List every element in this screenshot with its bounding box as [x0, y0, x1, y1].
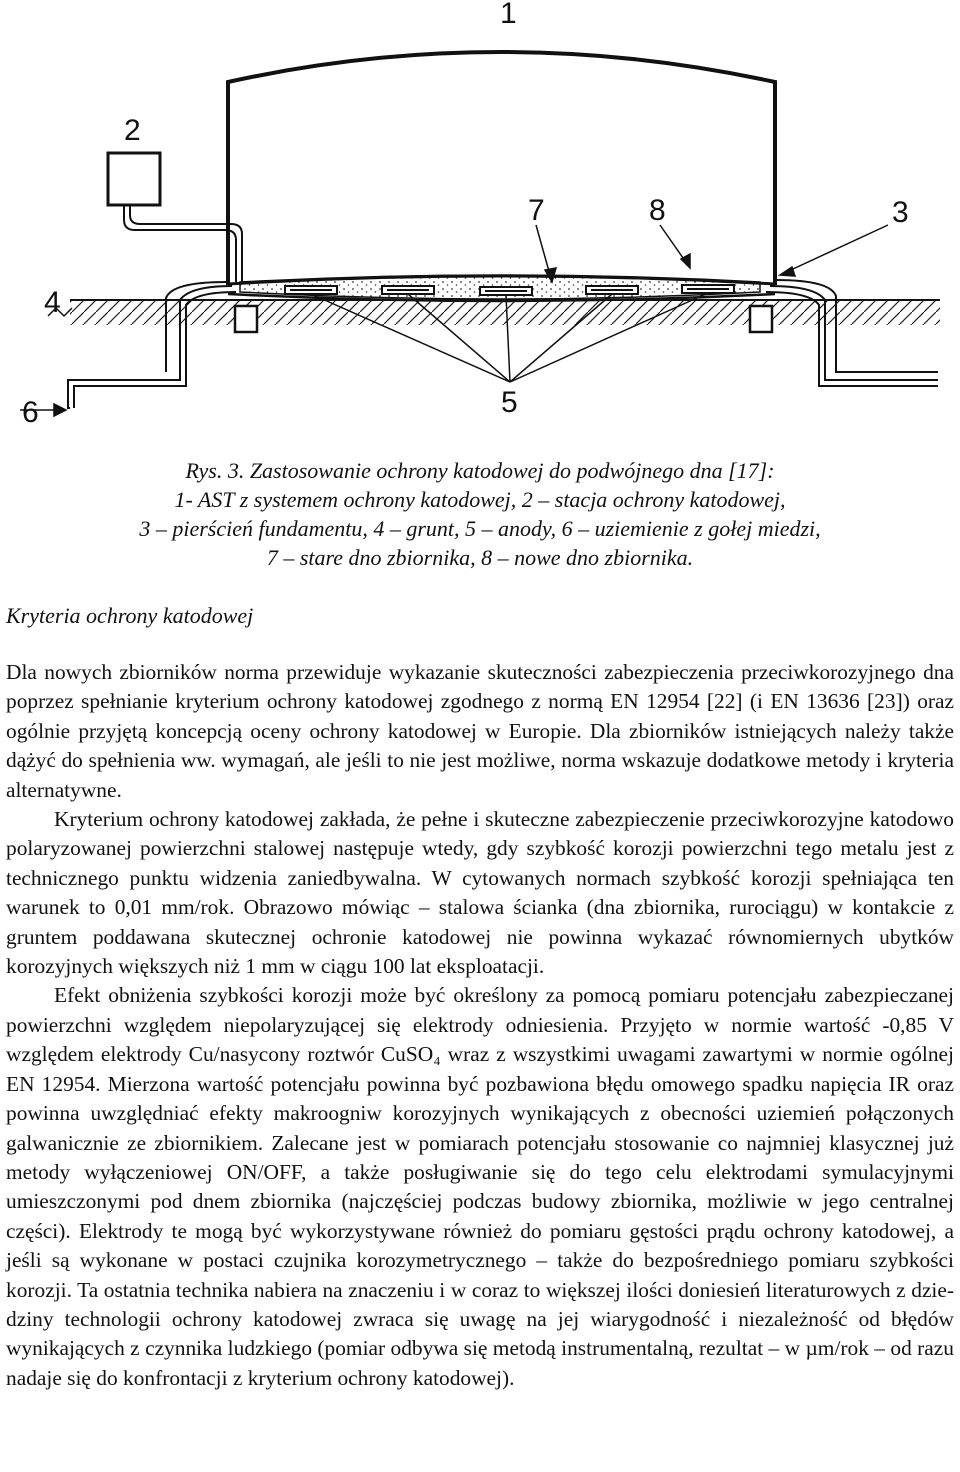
callout-4: 4 — [44, 286, 61, 319]
foundation-ring-right — [750, 306, 772, 332]
figure-caption — [40, 456, 920, 572]
paragraph: Kryterium ochrony katodowej zakłada, że pełne i skuteczne zabezpieczenie przeciwkorozyjne katodowo polaryzowanej powierzchni stalowej następuje wtedy, gdy szybkość korozji powierzchni tego metalu jest z technicznego punktu widzenia zaniedbywalna. W cytowanych normach szybkość korozji spełniająca ten warunek to 0,01 mm/rok. Obrazowo mówiąc – stalowa ścianka (dna zbiornika, rurociągu) w kontakcie z gruntem poddawana skutecznej ochronie katodowej nie powinna wykazać równomiernych ubytków korozyjnych większych niż 1 mm w ciągu 100 lat eksploatacji. — [6, 807, 954, 979]
caption-line: Rys. 3. Zastosowanie ochrony katodowej do podwójnego dna [17]: — [185, 458, 775, 483]
paragraph: Dla nowych zbiorników norma przewiduje wykazanie skuteczności zabezpieczenia przeciwkorozyjnego dna poprzez spełnianie kryterium ochrony katodowej zgodnego z normą EN 12954 [22] (i EN 13636 [23]) oraz ogólnie przyjętą koncepcją oceny ochrony katodowej w Europie. Dla zbiorników istniejących należy także dążyć do spełnienia ww. wymagań, ale jeśli to nie jest możliwe, norma wskazuje dodatkowe metody i kryteria alternatywne. — [6, 660, 954, 802]
callout-1: 1 — [500, 0, 517, 30]
cathodic-protection-diagram — [0, 0, 960, 445]
callout-2: 2 — [124, 114, 141, 147]
caption-line: 7 – stare dno zbiornika, 8 – nowe dno zbiornika. — [266, 545, 694, 570]
callout-7: 7 — [528, 194, 545, 227]
foundation-ring-left — [235, 306, 257, 332]
callout-6: 6 — [22, 396, 39, 429]
station-cables — [124, 205, 242, 282]
caption-line: 1- AST z systemem ochrony katodowej, 2 – stacja ochrony katodowej, — [174, 487, 786, 512]
caption-line: 3 – pierścień fundamentu, 4 – grunt, 5 – anody, 6 – uziemienie z gołej miedzi, — [139, 516, 821, 541]
protection-station — [108, 153, 160, 205]
section-heading: Kryteria ochrony katodowej — [6, 603, 254, 628]
callout-3: 3 — [892, 196, 909, 229]
callout-5: 5 — [501, 386, 518, 419]
paragraph: Efekt obniżenia szybkości korozji może być określony za pomocą pomiaru potencjału zabezpieczanej powierzchni względem niepolaryzującej się elektrody odniesienia. Przyjęto w normie wartość -0,85 V względem elektrody Cu/nasycony roztwór CuSO₄ wraz z wszystkimi uwagami zawartymi w normie ogólnej EN 12954. Mierzona wartość potencjału powinna być pozbawiona błędu omowego spadku napięcia IR oraz powinna uwzględniać efekty makroogniw korozyjnych wynikających z obecności uziemień połączonych galwanicznie ze zbiornikiem. Zalecane jest w pomiarach potencjału stosowanie co najmniej klasycznej już metody wyłączeniowej ON/OFF, a także posługiwanie się do tego celu elektrodami symulacyjnymi umieszczonymi pod dnem zbiornika (najczęściej podczas budowy zbiornika, możliwie w jego centralnej części). Elektrody te mogą być wykorzystywane również do pomiaru gęstości prądu ochrony katodowej, a jeśli są wykonane w postaci czujnika korozymetrycznego – także do bezpośredniego pomiaru szybkości korozji. Ta ostatnia technika nabiera na znaczeniu i w coraz to większej ilości doniesień literaturowych z dziedziny technologii ochrony katodowej zwraca się uwagę na jej wiarygodność i niezależność od błędów wynikających z czynnika ludzkiego (pomiar odbywa się metodą instrumentalną, rezultat – w µm/rok – od razu nadaje się do konfrontacji z kryterium ochrony katodowej). — [6, 983, 954, 1390]
ground-hatch — [70, 300, 940, 325]
grounding-copper-right — [766, 280, 938, 386]
body-text — [6, 658, 954, 1393]
callout-8: 8 — [649, 194, 666, 227]
tank-shell — [228, 52, 775, 285]
